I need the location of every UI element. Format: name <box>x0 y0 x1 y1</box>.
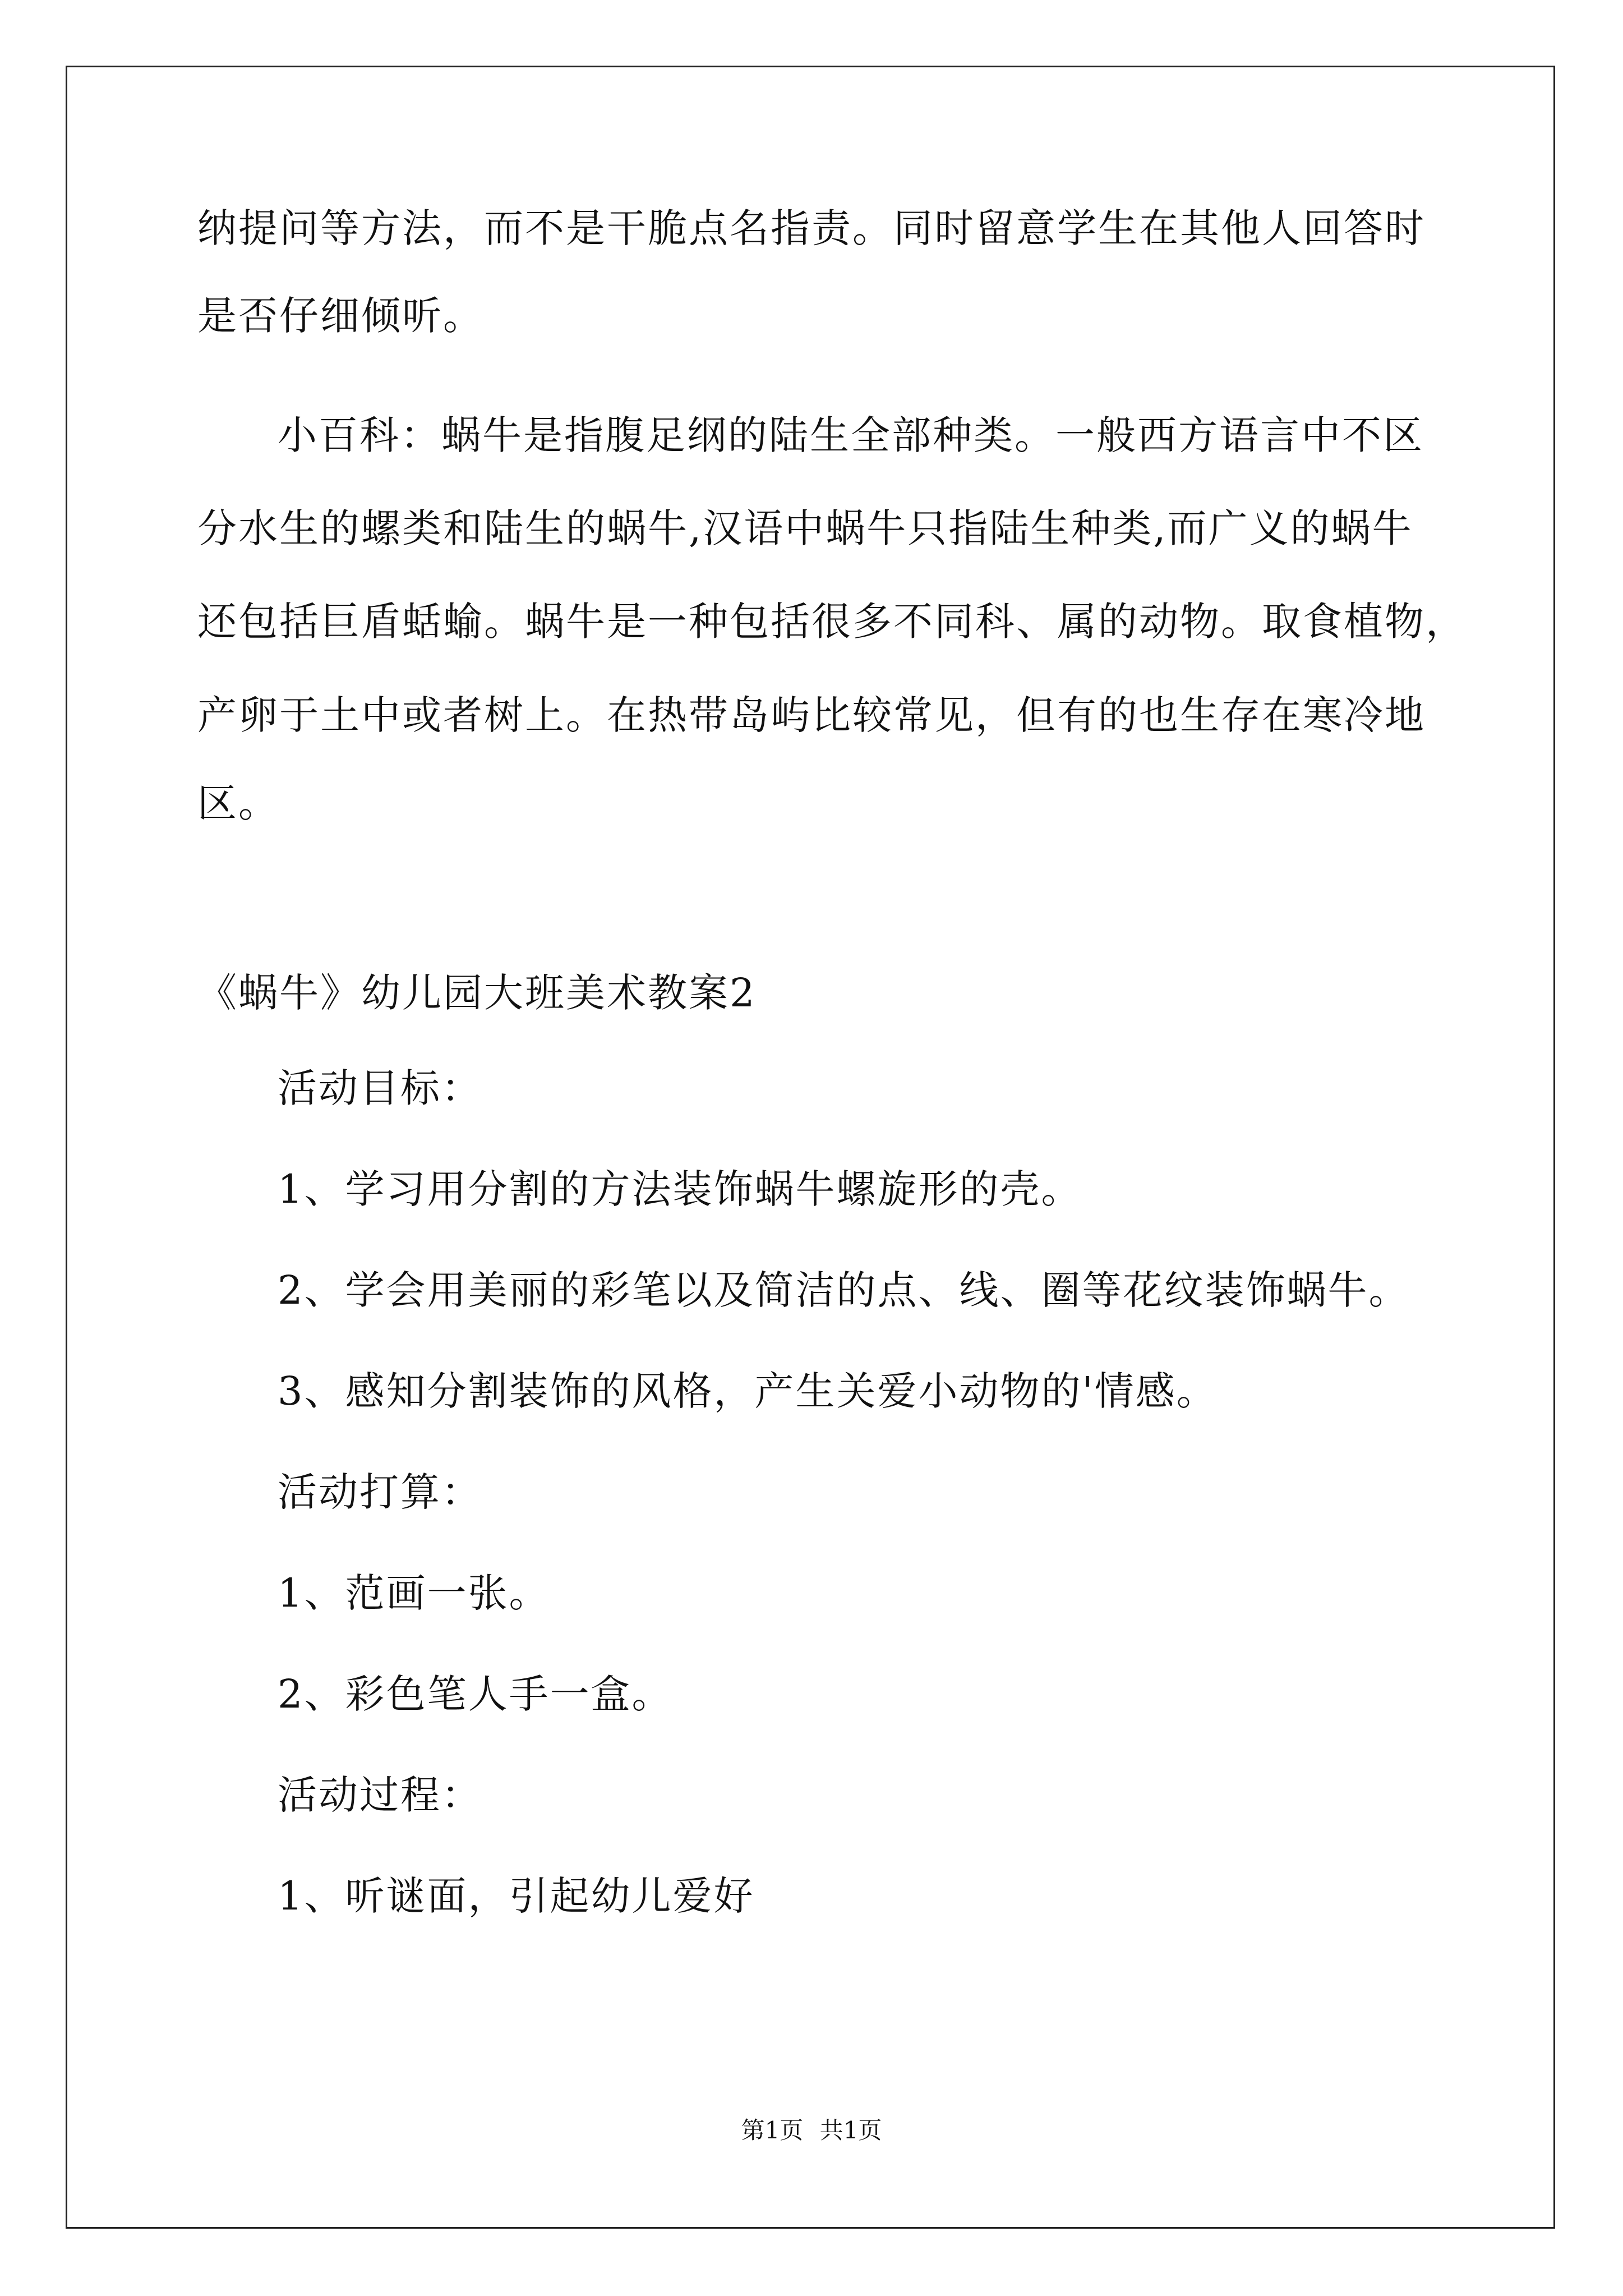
paragraph-1-line-1: 纳提问等方法，而不是干脆点名指责。同时留意学生在其他人回答时 <box>197 205 1426 251</box>
page-footer <box>0 2115 1623 2146</box>
prep-item: 1、范画一张。 <box>278 1570 550 1616</box>
goal-item: 2、学会用美丽的彩笔以及简洁的点、线、圈等花纹装饰蜗牛。 <box>278 1267 1410 1313</box>
paragraph-2-line-1: 小百科：蜗牛是指腹足纲的陆生全部种类。一般西方语言中不区 <box>278 412 1424 458</box>
process-item: 1、听谜面，引起幼儿爱好 <box>278 1873 755 1919</box>
page-number-total: 共1页 <box>819 2116 882 2144</box>
goal-item: 1、学习用分割的方法装饰蜗牛螺旋形的壳。 <box>278 1166 1082 1212</box>
paragraph-2-line-3: 还包括巨盾蛞蝓。蜗牛是一种包括很多不同科、属的动物。取食植物， <box>197 599 1467 645</box>
process-heading: 活动过程： <box>278 1772 482 1818</box>
paragraph-1-line-2: 是否仔细倾听。 <box>197 293 484 339</box>
paragraph-2-line-5: 区。 <box>197 780 279 826</box>
prep-heading: 活动打算： <box>278 1469 482 1515</box>
paragraph-2-line-2: 分水生的螺类和陆生的蜗牛,汉语中蜗牛只指陆生种类,而广义的蜗牛 <box>197 505 1413 551</box>
section-title: 《蜗牛》幼儿园大班美术教案2 <box>197 970 757 1016</box>
paragraph-2-line-4: 产卵于土中或者树上。在热带岛屿比较常见，但有的也生存在寒冷地 <box>197 692 1426 738</box>
goal-item: 3、感知分割装饰的风格，产生关爱小动物的'情感。 <box>278 1368 1218 1414</box>
page-number-current: 第1页 <box>741 2116 804 2144</box>
prep-item: 2、彩色笔人手一盒。 <box>278 1671 673 1717</box>
goals-heading: 活动目标： <box>278 1065 482 1111</box>
